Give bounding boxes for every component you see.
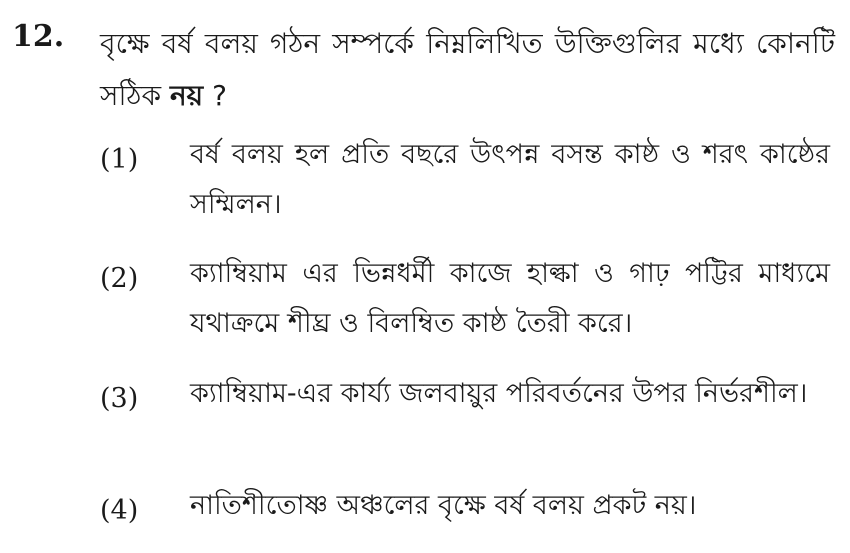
option-4-label: (4) bbox=[100, 495, 139, 526]
option-3-text: ক্যাম্বিয়াম-এর কার্য্য জলবায়ুর পরিবর্তনের উপর নির্ভরশীল। bbox=[190, 378, 808, 409]
option-2-text: ক্যাম্বিয়াম এর ভিন্নধর্মী কাজে হাল্কা ও গাঢ় পট্টির মাধ্যমে যথাক্রমে শীঘ্র ও বিলম্বিত কাষ্ঠ তৈরী করে। bbox=[190, 258, 830, 339]
question-number: 12. bbox=[12, 19, 65, 54]
option-3-label: (3) bbox=[100, 383, 139, 414]
question-stem-text: বৃক্ষে বর্ষ বলয় গঠন সম্পর্কে নিম্নলিখিত উক্তিগুলির মধ্যে কোনটি সঠিক bbox=[100, 27, 835, 112]
option-4-text: নাতিশীতোষ্ণ অঞ্চলের বৃক্ষে বর্ষ বলয় প্রকট নয়। bbox=[190, 490, 697, 521]
option-2-label: (2) bbox=[100, 263, 139, 294]
question-stem-end: ? bbox=[203, 79, 227, 112]
question-stem-negation: নয় bbox=[169, 79, 204, 112]
option-1-label: (1) bbox=[100, 144, 139, 175]
option-1-text: বর্ষ বলয় হল প্রতি বছরে উৎপন্ন বসন্ত কাষ্ঠ ও শরৎ কাষ্ঠের সম্মিলন। bbox=[190, 139, 830, 220]
question-stem bbox=[100, 18, 835, 122]
